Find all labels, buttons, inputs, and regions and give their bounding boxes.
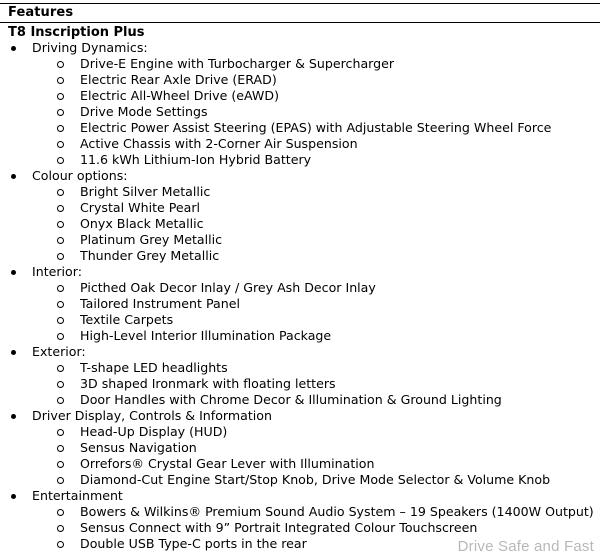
features-heading: Features: [8, 5, 74, 20]
list-item: [0, 360, 600, 376]
item-label: 11.6 kWh Lithium-Ion Hybrid Battery: [80, 152, 312, 167]
model-subheading: T8 Inscription Plus: [8, 25, 145, 40]
bullet-icon: [11, 414, 16, 419]
item-label: Double USB Type-C ports in the rear: [80, 536, 307, 551]
item-label: Electric All-Wheel Drive (eAWD): [80, 88, 279, 103]
circle-bullet-icon: [57, 221, 64, 228]
section-heading-row: [0, 344, 600, 360]
circle-bullet-icon: [57, 477, 64, 484]
circle-bullet-icon: [57, 333, 64, 340]
section-label: Driver Display, Controls & Information: [32, 408, 272, 423]
item-label: Picthed Oak Decor Inlay / Grey Ash Decor Inlay: [80, 280, 376, 295]
section-heading-row: [0, 168, 600, 184]
circle-bullet-icon: [57, 93, 64, 100]
item-label: Onyx Black Metallic: [80, 216, 204, 231]
feature-section: [0, 40, 600, 168]
circle-bullet-icon: [57, 141, 64, 148]
item-label: Diamond-Cut Engine Start/Stop Knob, Drive Mode Selector & Volume Knob: [80, 472, 551, 487]
section-label: Colour options:: [32, 168, 128, 183]
list-item: [0, 136, 600, 152]
list-item: [0, 376, 600, 392]
circle-bullet-icon: [57, 301, 64, 308]
list-item: [0, 296, 600, 312]
feature-section: [0, 264, 600, 344]
list-item: [0, 472, 600, 488]
list-item: [0, 56, 600, 72]
item-label: Door Handles with Chrome Decor & Illumination & Ground Lighting: [80, 392, 502, 407]
item-label: Bright Silver Metallic: [80, 184, 211, 199]
section-heading-row: [0, 488, 600, 504]
circle-bullet-icon: [57, 157, 64, 164]
circle-bullet-icon: [57, 317, 64, 324]
section-heading-row: [0, 408, 600, 424]
list-item: [0, 392, 600, 408]
item-label: Active Chassis with 2-Corner Air Suspension: [80, 136, 358, 151]
section-label: Interior:: [32, 264, 82, 279]
circle-bullet-icon: [57, 461, 64, 468]
item-label: Drive Mode Settings: [80, 104, 208, 119]
list-item: [0, 216, 600, 232]
item-label: Sensus Connect with 9” Portrait Integrated Colour Touchscreen: [80, 520, 478, 535]
circle-bullet-icon: [57, 509, 64, 516]
item-label: Electric Rear Axle Drive (ERAD): [80, 72, 277, 87]
bullet-icon: [11, 270, 16, 275]
bullet-icon: [11, 174, 16, 179]
list-item: [0, 232, 600, 248]
section-heading-row: [0, 264, 600, 280]
item-label: Platinum Grey Metallic: [80, 232, 223, 247]
list-item: [0, 184, 600, 200]
circle-bullet-icon: [57, 285, 64, 292]
circle-bullet-icon: [57, 381, 64, 388]
item-label: 3D shaped Ironmark with floating letters: [80, 376, 336, 391]
item-label: Drive-E Engine with Turbocharger & Supercharger: [80, 56, 395, 71]
section-label: Exterior:: [32, 344, 86, 359]
circle-bullet-icon: [57, 253, 64, 260]
features-list: [0, 40, 600, 552]
circle-bullet-icon: [57, 541, 64, 548]
feature-section: [0, 168, 600, 264]
list-item: [0, 104, 600, 120]
list-item: [0, 248, 600, 264]
item-label: Sensus Navigation: [80, 440, 197, 455]
bullet-icon: [11, 46, 16, 51]
list-item: [0, 72, 600, 88]
list-item: [0, 120, 600, 136]
list-item: [0, 88, 600, 104]
heading-rule: [0, 22, 600, 23]
bullet-icon: [11, 350, 16, 355]
section-label: Driving Dynamics:: [32, 40, 148, 55]
item-label: High-Level Interior Illumination Package: [80, 328, 332, 343]
list-item: [0, 328, 600, 344]
item-label: Crystal White Pearl: [80, 200, 201, 215]
circle-bullet-icon: [57, 237, 64, 244]
item-label: T-shape LED headlights: [80, 360, 228, 375]
circle-bullet-icon: [57, 397, 64, 404]
item-label: Bowers & Wilkins® Premium Sound Audio System – 19 Speakers (1400W Output): [80, 504, 594, 519]
list-item: [0, 456, 600, 472]
watermark: Drive Safe and Fast: [457, 538, 594, 555]
item-label: Textile Carpets: [80, 312, 174, 327]
item-label: Thunder Grey Metallic: [80, 248, 220, 263]
list-item: [0, 504, 600, 520]
circle-bullet-icon: [57, 109, 64, 116]
bullet-icon: [11, 494, 16, 499]
list-item: [0, 280, 600, 296]
section-label: Entertainment: [32, 488, 123, 503]
list-item: [0, 440, 600, 456]
circle-bullet-icon: [57, 205, 64, 212]
section-heading-row: [0, 40, 600, 56]
top-rule: [0, 3, 600, 4]
circle-bullet-icon: [57, 525, 64, 532]
item-label: Tailored Instrument Panel: [80, 296, 240, 311]
list-item: [0, 424, 600, 440]
list-item: [0, 152, 600, 168]
circle-bullet-icon: [57, 61, 64, 68]
feature-section: [0, 408, 600, 488]
item-label: Electric Power Assist Steering (EPAS) with Adjustable Steering Wheel Force: [80, 120, 552, 135]
list-item: [0, 200, 600, 216]
circle-bullet-icon: [57, 189, 64, 196]
circle-bullet-icon: [57, 77, 64, 84]
circle-bullet-icon: [57, 125, 64, 132]
list-item: [0, 520, 600, 536]
item-label: Head-Up Display (HUD): [80, 424, 228, 439]
list-item: [0, 312, 600, 328]
feature-section: [0, 344, 600, 408]
item-label: Orrefors® Crystal Gear Lever with Illumination: [80, 456, 375, 471]
circle-bullet-icon: [57, 429, 64, 436]
circle-bullet-icon: [57, 365, 64, 372]
circle-bullet-icon: [57, 445, 64, 452]
